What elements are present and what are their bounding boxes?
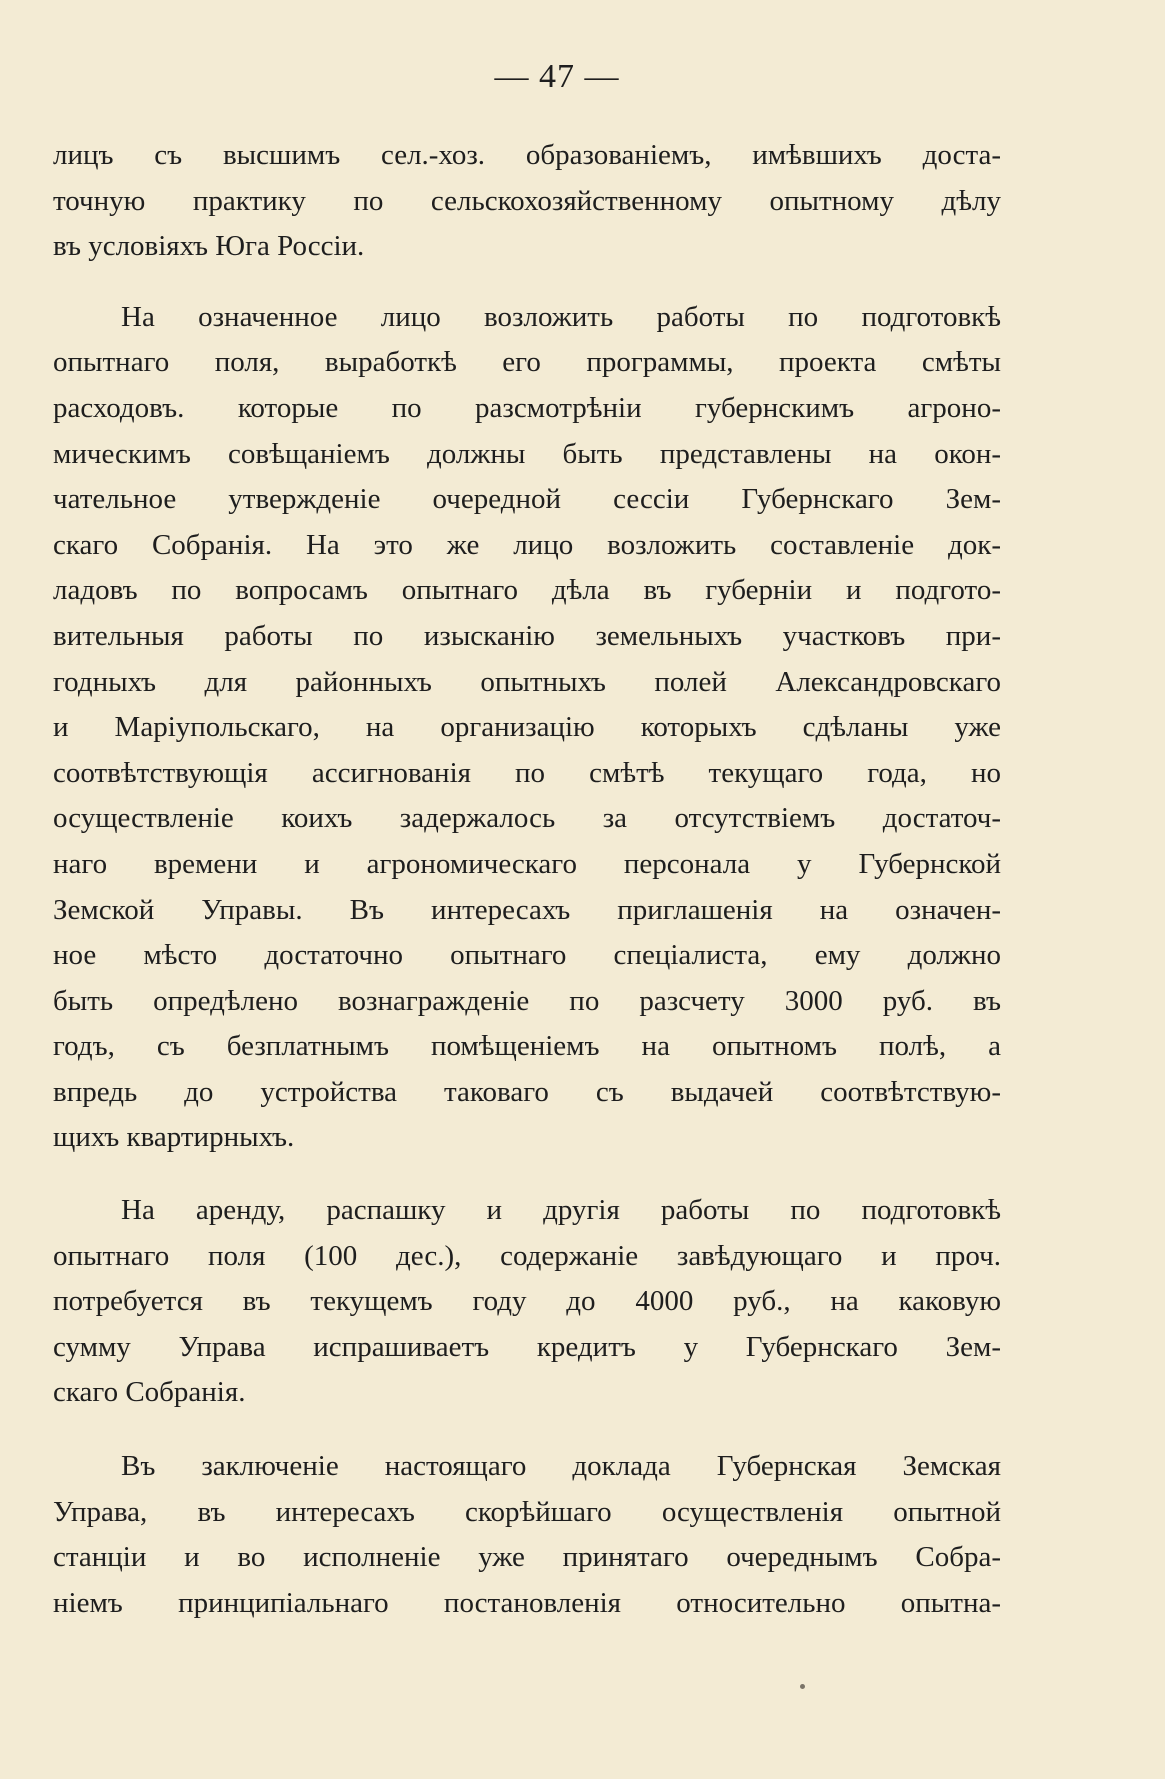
page-number: — 47 —	[494, 58, 620, 95]
text-line: въ условіяхъ Юга Россіи.	[53, 230, 365, 263]
paper-speck	[800, 1684, 805, 1689]
text-line: Земской Управы. Въ интересахъ приглашенія на означен-	[53, 893, 1001, 926]
text-line: быть опредѣлено вознагражденіе по разсчету 3000 руб. въ	[53, 984, 1001, 1017]
paragraph-4	[53, 1444, 1001, 1626]
text-line: потребуется въ текущемъ году до 4000 руб., на каковую	[53, 1285, 1001, 1318]
text-line: ное мѣсто достаточно опытнаго спеціалиста, ему должно	[53, 939, 1001, 972]
text-line: и Маріупольскаго, на организацію которыхъ сдѣланы уже	[53, 711, 1001, 744]
text-line: наго времени и агрономическаго персонала у Губернской	[53, 847, 1001, 880]
text-line: годъ, съ безплатнымъ помѣщеніемъ на опытномъ полѣ, а	[53, 1030, 1001, 1063]
paragraph-1	[53, 133, 1001, 270]
text-line: щихъ квартирныхъ.	[53, 1121, 295, 1154]
text-line: точную практику по сельскохозяйственному опытному дѣлу	[53, 184, 1001, 217]
paragraph-3	[53, 1188, 1001, 1416]
text-line: скаго Собранія. На это же лицо возложить составленіе док-	[53, 528, 1001, 561]
text-line: опытнаго поля (100 дес.), содержаніе завѣдующаго и проч.	[53, 1239, 1001, 1272]
text-line: годныхъ для районныхъ опытныхъ полей Александровскаго	[53, 665, 1001, 698]
text-line: лицъ съ высшимъ сел.-хоз. образованіемъ, имѣвшихъ доста-	[53, 139, 1001, 171]
text-line: опытнаго поля, выработкѣ его программы, проекта смѣты	[53, 346, 1001, 379]
text-line: На означенное лицо возложить работы по подготовкѣ	[121, 300, 1001, 333]
text-line: мическимъ совѣщаніемъ должны быть представлены на окон-	[53, 437, 1001, 470]
text-line: ніемъ принципіальнаго постановленія относительно опытна-	[53, 1586, 1001, 1619]
text-line: скаго Собранія.	[53, 1376, 246, 1409]
text-line: На аренду, распашку и другія работы по подготовкѣ	[121, 1194, 1001, 1227]
text-line: расходовъ. которые по разсмотрѣніи губернскимъ агроно-	[53, 391, 1001, 424]
text-line: ладовъ по вопросамъ опытнаго дѣла въ губерніи и подгото-	[53, 574, 1001, 607]
text-line: станціи и во исполненіе уже принятаго очереднымъ Собра-	[53, 1541, 1001, 1574]
text-line: впредь до устройства таковаго съ выдачей соотвѣтствую-	[53, 1075, 1001, 1108]
text-line: Управа, въ интересахъ скорѣйшаго осуществленія опытной	[53, 1495, 1001, 1528]
text-line: Въ заключеніе настоящаго доклада Губернская Земская	[121, 1450, 1001, 1483]
text-line: осуществленіе коихъ задержалось за отсутствіемъ достаточ-	[53, 802, 1001, 835]
text-line: чательное утвержденіе очередной сессіи Губернскаго Зем-	[53, 483, 1001, 516]
paragraph-2	[53, 295, 1001, 1161]
text-line: вительныя работы по изысканію земельныхъ участковъ при-	[53, 619, 1001, 652]
text-line: соотвѣтствующія ассигнованія по смѣтѣ текущаго года, но	[53, 756, 1001, 789]
text-line: сумму Управа испрашиваетъ кредитъ у Губернскаго Зем-	[53, 1330, 1001, 1363]
